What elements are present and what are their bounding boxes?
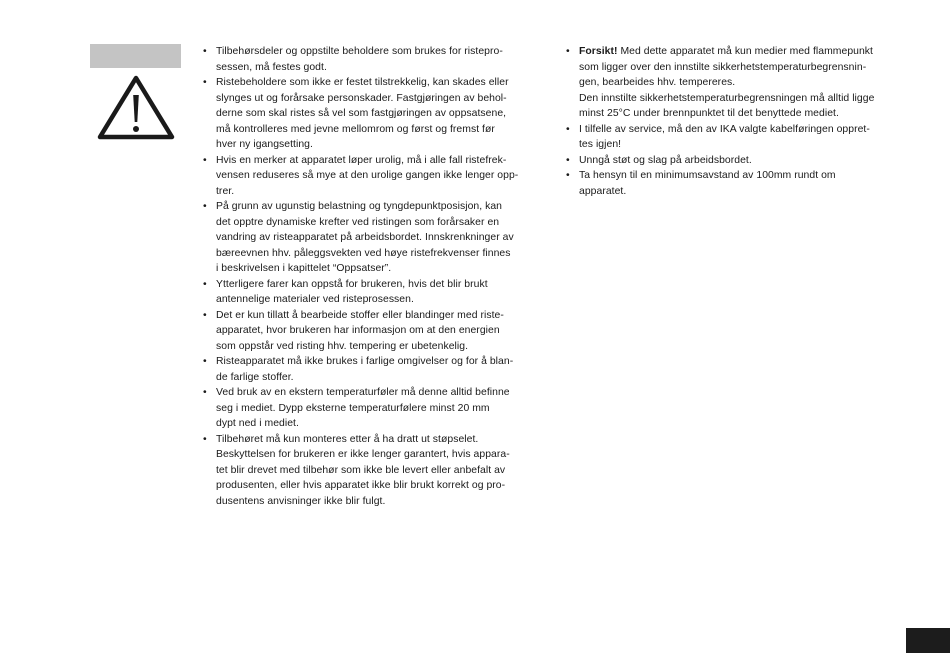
list-item: • Unngå støt og slag på arbeidsbordet. [566,153,911,169]
text-line: På grunn av ugunstig belastning og tyngdepunktposisjon, kan [216,201,503,212]
list-item: • Risteapparatet må ikke brukes i farlige omgivelser og for å blan- de farlige stoffer. [203,354,548,385]
text-line: sessen, må festes godt. [216,61,327,73]
text-line: Beskyttelsen for brukeren er ikke lenger garantert, hvis appara- [216,449,510,460]
section-header-tab [90,44,181,68]
text-line: Den innstilte sikkerhetstemperaturbegrensningen må alltid ligge [579,92,875,104]
list-item: • Tilbehørsdeler og oppstilte beholdere som brukes for ristepro- sessen, må festes godt. [203,44,548,75]
text-line: seg i mediet. Dypp eksterne temperaturfølere minst 20 mm [216,402,490,414]
text-line: apparatet, hvor brukeren har informasjon om at den energien [216,325,500,336]
text-line: trer. [216,185,235,197]
text-line: vandring av risteapparatet på arbeidsbordet. Innskrenkninger av [216,232,514,243]
text-line: Tilbehørsdeler og oppstilte beholdere som brukes for ristepro- [216,46,503,57]
text-line: I tilfelle av service, må den av IKA valgte kabelføringen oppret- [579,123,870,135]
text-line: hver ny igangsetting. [216,139,313,150]
text-line: slynges ut og forårsake personskader. Fastgjøringen av behol- [216,92,507,104]
safety-instructions-right [566,44,911,199]
text-line: Unngå støt og slag på arbeidsbordet. [579,154,752,166]
text-line: som oppstår ved risting hhv. tempering er ubetenkelig. [216,340,469,352]
text-line: Ved bruk av en ekstern temperaturføler må denne alltid befinne [216,387,510,398]
list-item: • Ytterligere farer kan oppstå for brukeren, hvis det blir brukt antennelige materialer ved risteprosessen. [203,277,548,308]
text-line: minst 25°C under brennpunktet til det benyttede mediet. [579,108,839,119]
text-line: de farlige stoffer. [216,371,294,383]
list-item: • Hvis en merker at apparatet løper urolig, må i alle fall ristefrek- vensen reduseres så mye at den urolige gangen ikke lenger opp- trer. [203,153,548,200]
text-line: i beskrivelsen i kapittelet “Oppsatser”. [216,263,392,274]
list-item: • I tilfelle av service, må den av IKA valgte kabelføringen oppret- tes igjen! [566,122,911,153]
text-line: Ytterligere farer kan oppstå for brukeren, hvis det blir brukt [216,278,488,290]
list-item: • Ved bruk av en ekstern temperaturføler må denne alltid befinne seg i mediet. Dypp eksterne temperaturfølere minst 20 mm dypt ned i mediet. [203,385,548,432]
text-line: Forsikt! Med dette apparatet må kun medier med flammepunkt [579,46,873,57]
text-line: derne som skal ristes så vel som fastgjøringen av oppsatsene, [216,108,507,119]
text-line: som ligger over den innstilte sikkerhetstemperaturbegrensnin- [579,61,867,73]
text-line: vensen reduseres så mye at den urolige gangen ikke lenger opp- [216,170,519,181]
text-line: produsenten, eller hvis apparatet ikke blir brukt korrekt og pro- [216,480,506,491]
list-item: • Ristebeholdere som ikke er festet tilstrekkelig, kan skades eller slynges ut og forårsake personskader. Fastgjøringen av behol- derne som skal ristes så vel som fastgjøringen av oppsatsene, må kontrolleres med jevne mellomrom og først og fremst før hver ny igangsetting. [203,75,548,153]
text-line: tet blir drevet med tilbehør som ikke ble levert eller anbefalt av [216,464,506,476]
text-line: Tilbehøret må kun monteres etter å ha dratt ut støpselet. [216,433,479,445]
text-line: bæreevnen hhv. påleggsvekten ved høye ristefrekvenser finnes [216,247,511,259]
text-line: Det er kun tillatt å bearbeide stoffer eller blandinger med riste- [216,309,504,321]
page-corner-tab [906,628,950,653]
text-line: antennelige materialer ved risteprosessen. [216,294,414,305]
text-line: Hvis en merker at apparatet løper urolig, må i alle fall ristefrek- [216,154,507,166]
text-line: Ta hensyn til en minimumsavstand av 100mm rundt om [579,170,836,181]
safety-instructions-left [203,44,548,509]
text-line: Risteapparatet må ikke brukes i farlige omgivelser og for å blan- [216,356,514,367]
text-line: det opptre dynamiske krefter ved ristingen som forårsaker en [216,216,500,228]
list-item: • Det er kun tillatt å bearbeide stoffer eller blandinger med riste- apparatet, hvor brukeren har informasjon om at den energien som oppstår ved risting hhv. tempering er ubetenkelig. [203,308,548,355]
warning-triangle-icon [96,73,176,141]
list-item: • På grunn av ugunstig belastning og tyngdepunktposisjon, kan det opptre dynamiske krefter ved ristingen som forårsaker en vandring av risteapparatet på arbeidsbordet. Innskrenkninger av bæreevnen hhv. påleggsvekten ved høye ristefrekvenser finnes i beskrivelsen i kapittelet “Oppsatser”. [203,199,548,277]
text-line: gen, bearbeides hhv. tempereres. [579,77,736,88]
list-item: • Ta hensyn til en minimumsavstand av 100mm rundt om apparatet. [566,168,911,199]
list-item: • Tilbehøret må kun monteres etter å ha dratt ut støpselet. Beskyttelsen for brukeren er ikke lenger garantert, hvis appara- tet blir drevet med tilbehør som ikke ble levert eller anbefalt av produsenten, eller hvis apparatet ikke blir brukt korrekt og pro- dusentens anvisninger ikke blir fulgt. [203,432,548,510]
list-item: • Forsikt! Med dette apparatet må kun medier med flammepunkt som ligger over den innstilte sikkerhetstemperaturbegrensnin- gen, bearbeides hhv. tempereres. Den innstilte sikkerhetstemperaturbegrensningen må alltid ligge minst 25°C under brennpunktet til det benyttede mediet. [566,44,911,122]
text-line: tes igjen! [579,139,622,150]
text-line: apparatet. [579,185,627,197]
text-line: dypt ned i mediet. [216,418,299,429]
text-line: må kontrolleres med jevne mellomrom og først og fremst før [216,123,495,135]
text-line: dusentens anvisninger ikke blir fulgt. [216,495,386,507]
text-line: Ristebeholdere som ikke er festet tilstrekkelig, kan skades eller [216,77,509,88]
caution-label: Forsikt! [579,46,618,57]
